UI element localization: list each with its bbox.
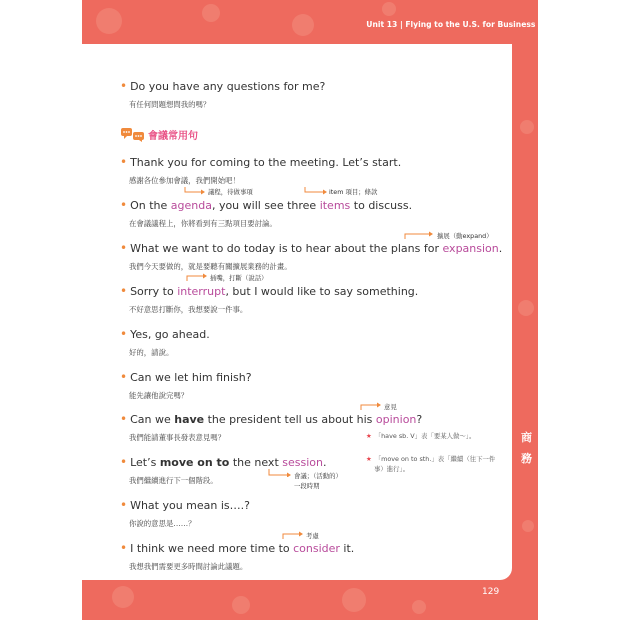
bullet-icon: • (120, 241, 128, 255)
page-number: 129 (482, 587, 500, 597)
phrase-item (120, 242, 502, 272)
phrase-item (120, 199, 412, 229)
phrase-item (120, 542, 354, 572)
chinese-translation: 你說的意思是……？ (129, 519, 196, 528)
english-sentence: • What we want to do today is to hear about the plans for expansion. (120, 241, 503, 255)
phrase-item (120, 371, 252, 401)
arrow-icon (268, 469, 292, 477)
bullet-icon: • (120, 198, 128, 212)
chinese-translation: 感謝各位參加會議，我們開始吧！ (129, 176, 240, 185)
arrow-icon (360, 402, 382, 410)
arrow-icon (186, 273, 208, 281)
bullet-icon: • (120, 412, 128, 426)
pattern-dot (342, 588, 366, 612)
bullet-icon: • (120, 284, 128, 298)
chinese-translation: 我們今天要做的，就是要聽有關擴展業務的計畫。 (129, 262, 292, 271)
phrase-item (120, 328, 210, 358)
annotation-items: item 項目；條款 (329, 188, 378, 196)
bullet-icon: • (120, 370, 128, 384)
english-sentence: • On the agenda, you will see three items to discuss. (120, 198, 413, 212)
annotation-expansion: 擴展（動expand） (437, 232, 493, 240)
arrow-icon (304, 187, 328, 195)
section-label: 會議常用句 (148, 131, 198, 142)
bullet-icon: • (120, 79, 128, 93)
pattern-dot (292, 14, 314, 36)
keyword: session (282, 456, 323, 469)
chinese-translation: 在會議議程上，你將看到有三點項目要討論。 (129, 219, 277, 228)
phrase-item (120, 285, 418, 315)
bullet-icon: • (120, 155, 128, 169)
chapter-tab-char: 商 (521, 431, 532, 444)
english-sentence: • Let’s move on to the next session. (120, 455, 327, 469)
keyword: interrupt (177, 285, 226, 298)
usage-note-have: ★ 「have sb. V」表「要某人做～」。 (366, 432, 476, 440)
pattern-dot (518, 300, 534, 316)
phrase-item (120, 156, 401, 186)
english-sentence: • Can we let him finish? (120, 370, 252, 384)
english-sentence: • Thank you for coming to the meeting. Let’s start. (120, 155, 402, 169)
chinese-translation: 不好意思打斷你，我想要說一件事。 (129, 305, 248, 314)
english-sentence: • Yes, go ahead. (120, 327, 210, 341)
chinese-translation: 好的，請說。 (129, 348, 174, 357)
english-sentence: • What you mean is….? (120, 498, 250, 512)
bullet-icon: • (120, 498, 128, 512)
pattern-dot (382, 2, 396, 16)
keyword: opinion (375, 413, 417, 426)
english-sentence: • Do you have any questions for me? (120, 79, 326, 93)
bold-phrase: move on to (159, 456, 230, 469)
bullet-icon: • (120, 541, 128, 555)
keyword: consider (293, 542, 340, 555)
annotation-opinion: 意見 (384, 403, 397, 411)
keyword: items (319, 199, 351, 212)
pattern-dot (522, 520, 534, 532)
chat-bubbles-icon (121, 128, 145, 142)
arrow-icon (404, 231, 434, 239)
pattern-dot (96, 8, 122, 34)
pattern-dot (412, 600, 426, 614)
bullet-icon: • (120, 327, 128, 341)
star-icon: ★ (366, 455, 372, 463)
keyword: expansion (442, 242, 499, 255)
chinese-translation: 能先讓他說完嗎？ (129, 391, 189, 400)
arrow-icon (282, 531, 304, 539)
chapter-tab-char: 務 (521, 452, 532, 465)
bullet-icon: • (120, 455, 128, 469)
chapter-tab (515, 425, 538, 467)
chinese-translation: 我們繼續進行下一個階段。 (129, 476, 218, 485)
keyword: agenda (170, 199, 212, 212)
annotation-consider: 考慮 (306, 532, 319, 540)
bold-phrase: have (174, 413, 205, 426)
chinese-translation: 我們能請董事長發表意見嗎？ (129, 433, 226, 442)
pattern-dot (520, 120, 534, 134)
chinese-translation: 我想我們需要更多時間討論此議題。 (129, 562, 248, 571)
annotation-session: 會議；（活動的） 一段時期 (294, 472, 342, 490)
pattern-dot (232, 596, 250, 614)
annotation-agenda: 議程，待做事項 (208, 188, 253, 196)
phrase-item (120, 499, 250, 529)
arrow-icon (184, 187, 206, 195)
annotation-interrupt: 插嘴，打斷（說話） (210, 274, 268, 282)
pattern-dot (202, 4, 220, 22)
star-icon: ★ (366, 432, 372, 440)
english-sentence: • I think we need more time to consider it. (120, 541, 355, 555)
section-heading (121, 127, 198, 142)
phrase-item (120, 80, 325, 110)
running-head: Unit 13 | Flying to the U.S. for Business 美國出公差 (366, 20, 576, 29)
usage-note-move-on: ★ 「move on to sth.」表「繼續（往下一件 事）進行」。 (366, 455, 496, 473)
english-sentence: • Can we have the president tell us about his opinion? (120, 412, 423, 426)
pattern-dot (112, 586, 134, 608)
chinese-translation: 有任何問題想問我的嗎？ (129, 100, 211, 109)
english-sentence: • Sorry to interrupt, but I would like to say something. (120, 284, 419, 298)
